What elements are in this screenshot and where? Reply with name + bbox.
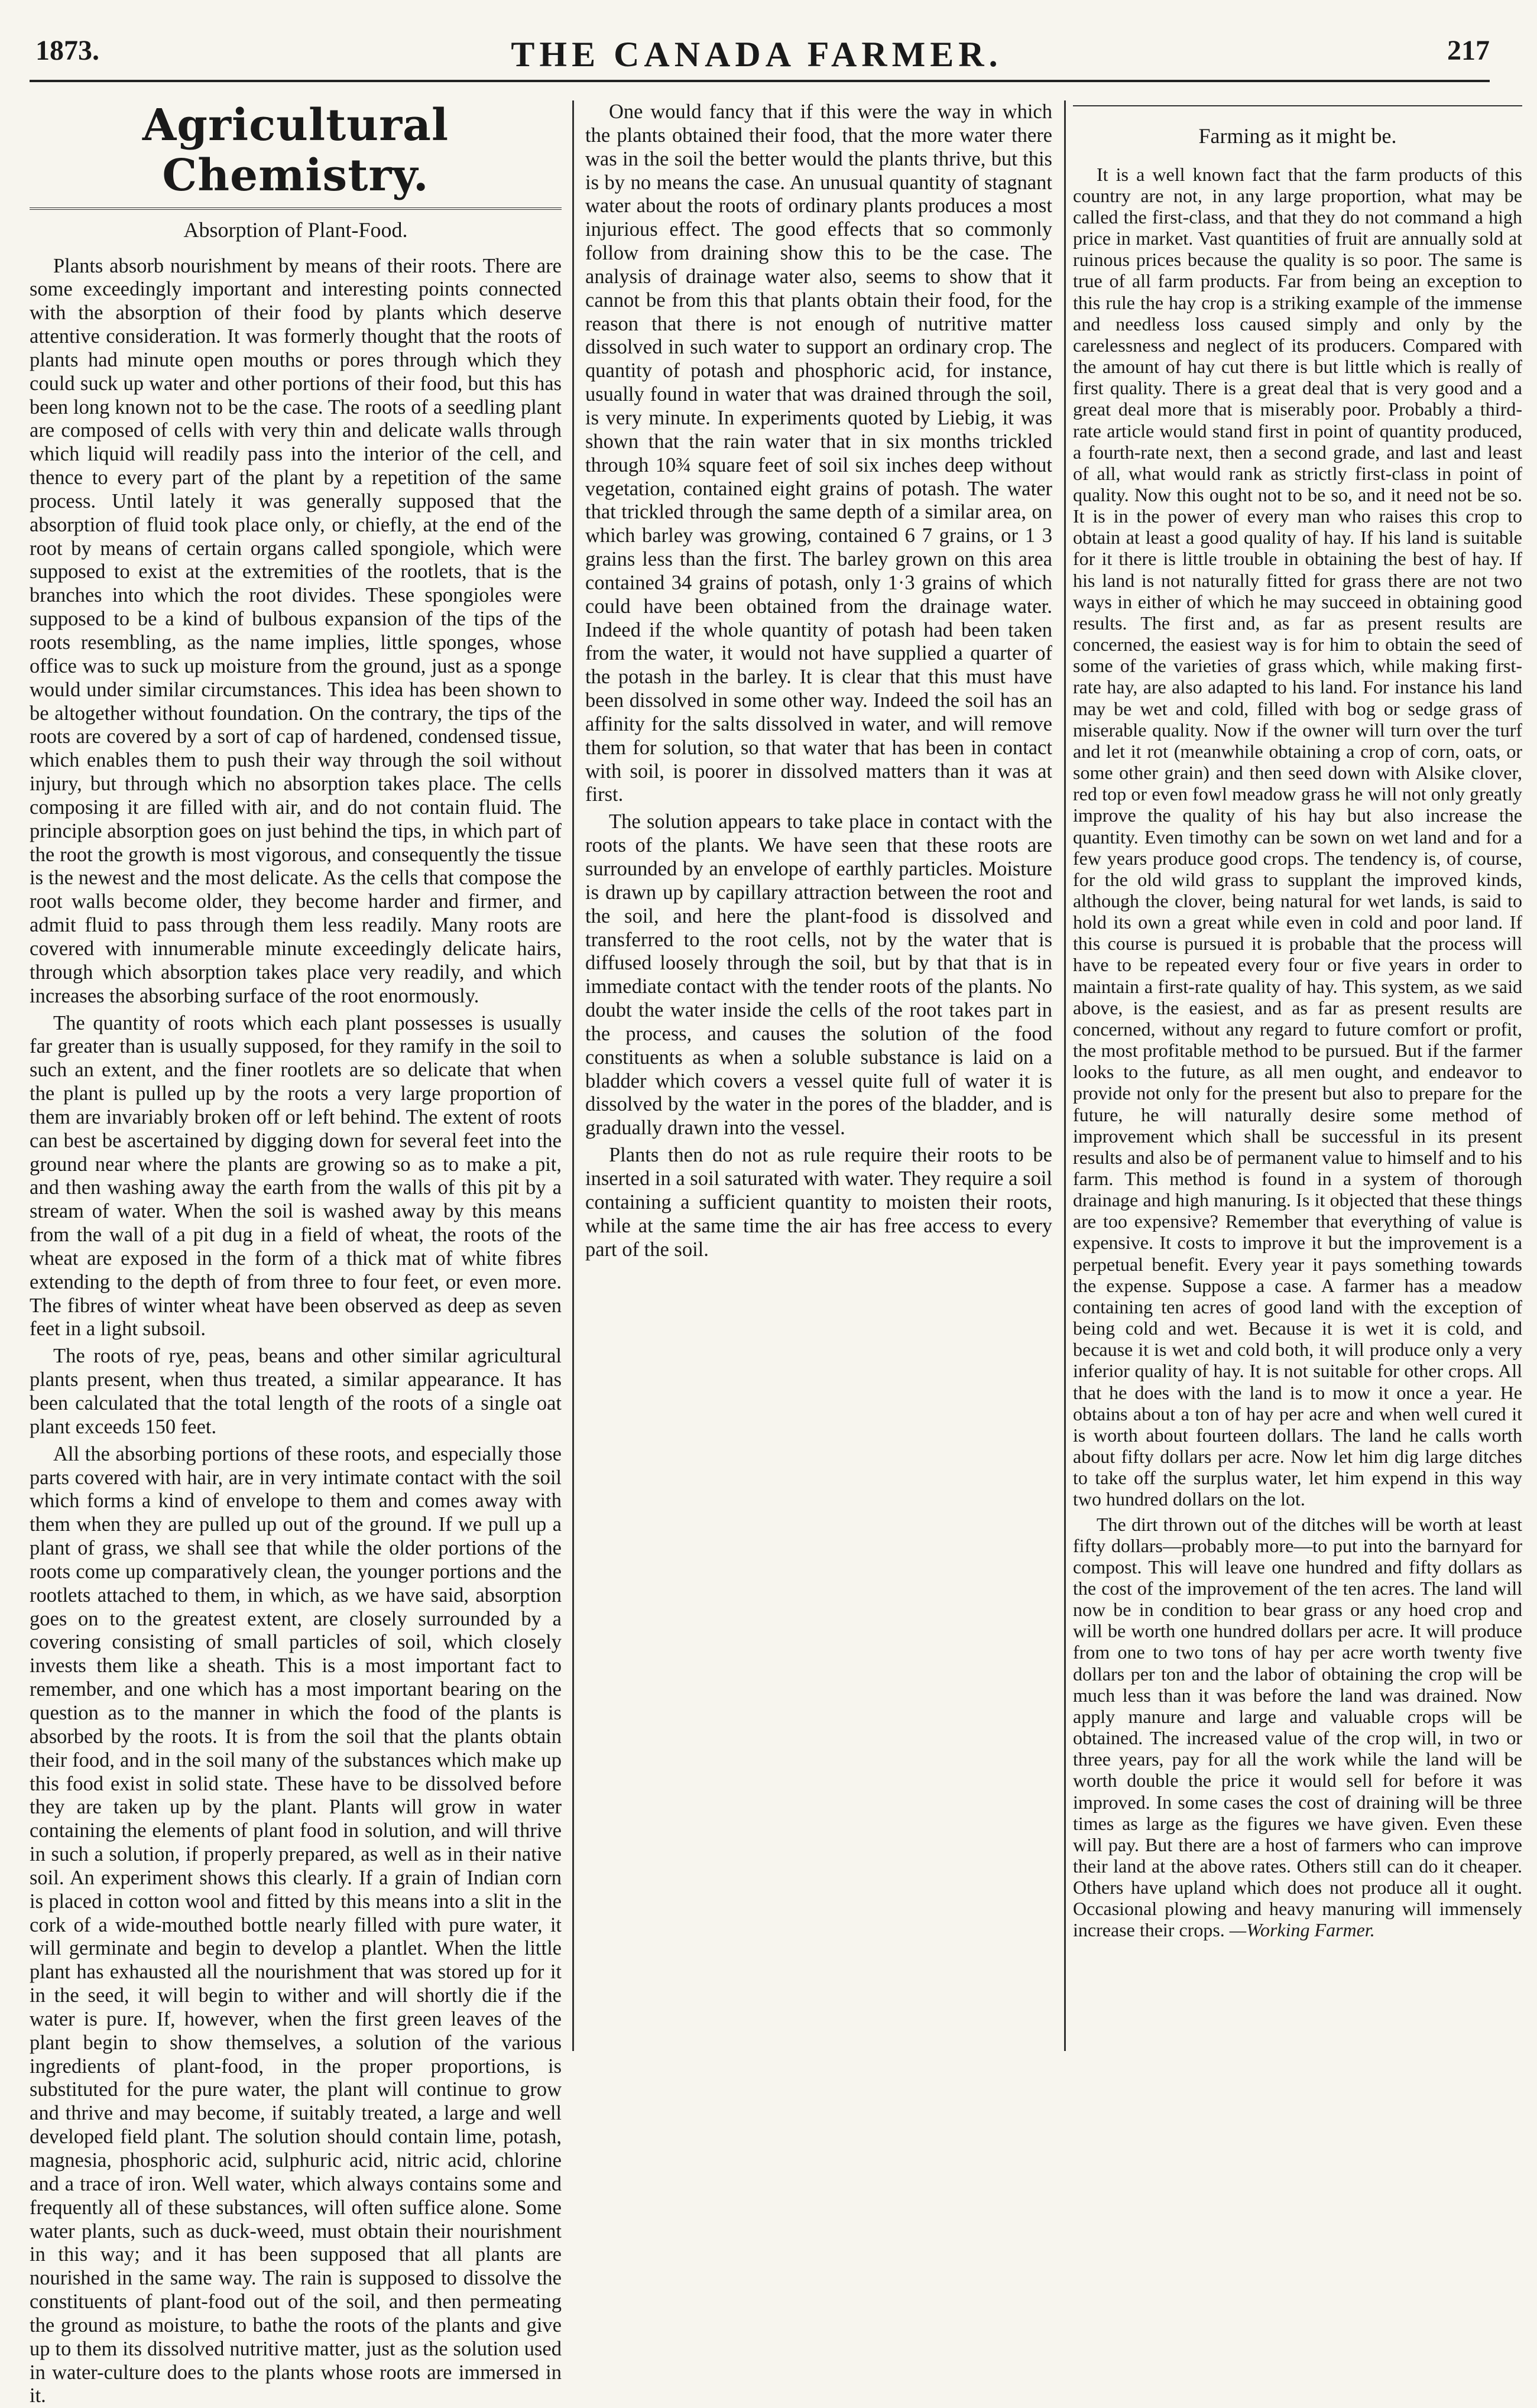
paragraph (1073, 1514, 1522, 1941)
header-rule (30, 80, 1490, 82)
paragraph-text: The dirt thrown out of the ditches will be worth at least fifty dollars—probably more—to put into the barnyard for compost. This will leave one hundred and fifty dollars as the cost of the improvement of the ten acres. The land will now be in condition to bear grass or any hoed crop and will be worth one hundred dollars per acre. It will produce from one to two tons of hay per acre worth twenty five dollars per ton and the labor of obtaining the crop will be much less than it was before the land was drained. Now apply manure and large and valuable crops will be obtained. The increased value of the crop will, in two or three years, pay for all the work while the land will be worth double the price it would sell for before it was improved. In some cases the cost of draining will be three times as large as the figures we have given. Even these will pay. But there are a host of farmers who can improve their land at the above rates. Others still can do it cheaper. Others have upland which does not produce all it ought. Occasional plowing and heavy manuring will immensely increase their crops. (1073, 1513, 1522, 1941)
paragraph: Plants then do not as rule require their roots to be inserted in a soil saturated with water. They require a soil containing a sufficient quantity to moisten their roots, while at the same time the air has free access to every part of the soil. (585, 1144, 1052, 1261)
column-3 (1073, 100, 1522, 2051)
paragraph: The roots of rye, peas, beans and other similar agricultural plants present, when thus treated, a similar appearance. It has been calculated that the total length of the roots of a single oat plant exceeds 150 feet. (30, 1345, 562, 1438)
issue-year: 1873. (35, 35, 99, 66)
section-title: Agricultural Chemistry. (142, 100, 449, 202)
article-title: Absorption of Plant-Food. (183, 218, 408, 242)
article-separator (1073, 105, 1522, 106)
masthead-title: THE CANADA FARMER. (511, 35, 1003, 74)
column-divider (1064, 100, 1066, 2051)
paragraph: It is a well known fact that the farm products of this country are not, in any large proportion, what may be called the first-class, and that they do not command a high price in market. Vast quantities of fruit are annually sold at ruinous prices because the quality is so poor. The same is true of all farm products. Far from being an exception to this rule the hay crop is a striking example of the immense and needless loss caused simply and only by the carelessness and neglect of its producers. Compared with the amount of hay cut there is but little which is really of first quality. There is a great deal that is very good and a great deal more that is miserably poor. Probably a third-rate article would stand first in point of quantity produced, a fourth-rate next, then a second grade, and last and least of all, what would rank as strictly first-class in point of quality. Now this ought not to be so, and it need not be so. It is in the power of every man who raises this crop to obtain at least a good quality of hay. If his land is suitable for it there is little trouble in obtaining the best of hay. If his land is not naturally fitted for grass there are not two ways in either of which he may succeed in obtaining good results. The first and, as far as present results are concerned, the easiest way is for him to obtain the seed of some of the varieties of grass which, while making first-rate hay, are also adapted to his land. For instance his land may be wet and cold, filled with bog or sedge grass of miserable quality. Now if the owner will turn over the turf and let it rot (meanwhile obtaining a crop of corn, oats, or some other grain) and then seed down with Alsike clover, red top or even fowl meadow grass he will not only greatly improve the quality of his hay but also increase the quantity. Even timothy can be sown on wet land and for a few years produce good crops. The tendency is, of course, for the old wild grass to supplant the improved kinds, although the clover, being natural for wet lands, is said to hold its own a great while even in cold and poor land. If this course is pursued it is probable that the process will have to be repeated every four or five years in order to maintain a first-rate quality of hay. This system, as we said above, is the easiest, and as far as present results are concerned, without any regard to future comfort or profit, the most profitable method to be pursued. But if the farmer looks to the future, as all men ought, and endeavor to provide not only for the present but also to prepare for the future, he will naturally desire some method of improvement which shall be successful in its present results and also be of permanent value to himself and to his farm. This method is found in a system of thorough drainage and high manuring. Is it objected that these things are too expensive? Remember that everything of value is expensive. It costs to improve it but the improvement is a perpetual benefit. Every year it pays something towards the expense. Suppose a case. A farmer has a meadow containing ten acres of good land with the exception of being cold and wet. Because it is wet it is cold, and because it is wet and cold both, it will produce only a very inferior quality of hay. It is not suitable for other crops. All that he does with the land is to mow it once a year. He obtains about a ton of hay per acre and when well cured it is worth about fourteen dollars. The land he calls worth about fifty dollars per acre. Now let him dig large ditches to take off the surplus water, let him expend in this way two hundred dollars on the lot. (1073, 163, 1522, 1510)
section-rule (30, 207, 562, 210)
page-header (24, 24, 1490, 89)
newspaper-page (24, 24, 1522, 2407)
paragraph: One would fancy that if this were the way in which the plants obtained their food, that the more water there was in the soil the better would the plants thrive, but this is by no means the case. An unusual quantity of stagnant water about the roots of ordinary plants produces a most injurious effect. The good effects that so commonly follow from draining show this to be the case. The analysis of drainage water also, seems to show that it cannot be from this that plants obtain their food, for the reason that there is not enough of nutritive matter dissolved in such water to support an ordinary crop. The quantity of potash and phosphoric acid, for instance, usually found in water that was drained through the soil, is very minute. In experiments quoted by Liebig, it was shown that the rain water that in six months trickled through 10¾ square feet of soil six inches deep without vegetation, contained eight grains of potash. The water that trickled through the same depth of a similar area, on which barley was growing, contained 6 7 grains, or 1 3 grains less than the first. The barley grown on this area contained 34 grains of potash, only 1·3 grains of which could have been obtained from the drainage water. Indeed if the whole quantity of potash had been taken from the water, it would not have supplied a quarter of the potash in the barley. It is clear that this must have been dissolved in some other way. Indeed the soil has an affinity for the salts dissolved in water, and will remove them for solution, so that water that has been in contact with soil, is poorer in dissolved matters than it was at first. (585, 100, 1052, 806)
page-number: 217 (1447, 35, 1490, 66)
article-title: Farming as it might be. (1198, 124, 1397, 148)
paragraph: All the absorbing portions of these roots, and especially those parts covered with hair, are in very intimate contact with the soil which forms a kind of envelope to them and comes away with them when they are pulled up out of the ground. If we pull up a plant of grass, we shall see that while the older portions of the roots come up comparatively clean, the younger portions and the rootlets attached to them, in which, as we have said, absorption goes on to the greatest extent, are closely surrounded by a covering consisting of small particles of soil, which closely invests them like a sheath. This is a most important fact to remember, and one which has a most important bearing on the question as to the manner in which the food of the plants is absorbed by the roots. It is from the soil that the plants obtain their food, and in the soil many of the substances which make up this food exist in solid state. These have to be dissolved before they are taken up by the plant. Plants will grow in water containing the elements of plant food in solution, and will thrive in such a solution, if properly prepared, as well as in their native soil. An experiment shows this clearly. If a grain of Indian corn is placed in cotton wool and fitted by this means into a slit in the cork of a wide-mouthed bottle nearly filled with pure water, it will germinate and begin to develop a plantlet. When the little plant has exhausted all the nourishment that was stored up for it in the seed, it will begin to wither and will shortly die if the water is pure. If, however, when the first green leaves of the plant begin to show themselves, a solution of the various ingredients of plant-food, in the proper proportions, is substituted for the pure water, the plant will continue to grow and thrive and may become, if suitably treated, a large and well developed field plant. The solution should contain lime, potash, magnesia, phosphoric acid, sulphuric acid, nitric acid, chlorine and a trace of iron. Well water, which always contains some and frequently all of these substances, will often suffice alone. Some water plants, such as duck-weed, must obtain their nourishment in this way; and it has been supposed that all plants are nourished in the same way. The rain is supposed to dissolve the constituents of plant-food out of the soil, and then permeating the ground as moisture, to bathe the roots of the plants and give up to them its dissolved nutritive matter, just as the solution used in water-culture does to the plants whose roots are immersed in it. (30, 1442, 562, 2407)
article-signature: —Working Farmer. (1229, 1919, 1375, 1941)
column-1 (30, 100, 562, 2407)
paragraph: The solution appears to take place in contact with the roots of the plants. We have seen that these roots are surrounded by an envelope of earthly particles. Moisture is drawn up by capillary attraction between the root and the soil, and here the plant-food is dissolved and transferred to the root cells, not by the water that is diffused loosely through the soil, but by that that is in immediate contact with the tender roots of the plants. No doubt the water inside the cells of the root takes part in the process, and causes the solution of the food constituents as when a soluble substance is laid on a bladder which covers a vessel quite full of water it is dissolved by the water in the pores of the bladder, and is gradually drawn into the vessel. (585, 810, 1052, 1140)
paragraph: Plants absorb nourishment by means of their roots. There are some exceedingly important and interesting points connected with the absorption of their food by plants which deserve attentive consideration. It was formerly thought that the roots of plants had minute open mouths or pores through which they could suck up water and other portions of their food, but this has been long known not to be the case. The roots of a seedling plant are composed of cells with very thin and delicate walls through which liquid will readily pass into the interior of the cell, and thence to every part of the plant by a repetition of the same process. Until lately it was generally supposed that the absorption of fluid took place only, or chiefly, at the end of the root by means of certain organs called spongiole, which were supposed to exist at the extremities of the rootlets, that is the branches into which the root divides. These spongioles were supposed to be a kind of bulbous expansion of the tips of the roots resembling, as the name implies, little sponges, whose office was to suck up moisture from the ground, just as a sponge would under similar circumstances. This idea has been shown to be altogether without foundation. On the contrary, the tips of the roots are covered by a sort of cap of hardened, condensed tissue, which enables them to push their way through the soil without injury, but through which no absorption takes place. The cells composing it are filled with air, and do not contain fluid. The principle absorption goes on just behind the tips, in which part of the root the growth is most vigorous, and consequently the tissue is the newest and the most delicate. As the cells that compose the root walls become older, they become harder and firmer, and admit fluid to pass through them less readily. Many roots are covered with innumerable minute exceedingly delicate hairs, through which absorption takes place very readily, and which increases the absorbing surface of the root enormously. (30, 254, 562, 1007)
column-2 (585, 100, 1052, 2051)
column-divider (572, 100, 574, 2051)
paragraph: The quantity of roots which each plant possesses is usually far greater than is usually supposed, for they ramify in the soil to such an extent, and the finer rootlets are so delicate that when the plant is pulled up by the roots a very large proportion of them are invariably broken off or left behind. The extent of roots can best be ascertained by digging down for several feet into the ground near where the plants are growing so as to make a pit, and then washing away the earth from the walls of this pit by a stream of water. When the soil is washed away by this means from the wall of a pit dug in a field of wheat, the roots of the wheat are exposed in the form of a thick mat of white fibres extending to the depth of from three to four feet, or even more. The fibres of winter wheat have been observed as deep as seven feet in a light subsoil. (30, 1011, 562, 1341)
